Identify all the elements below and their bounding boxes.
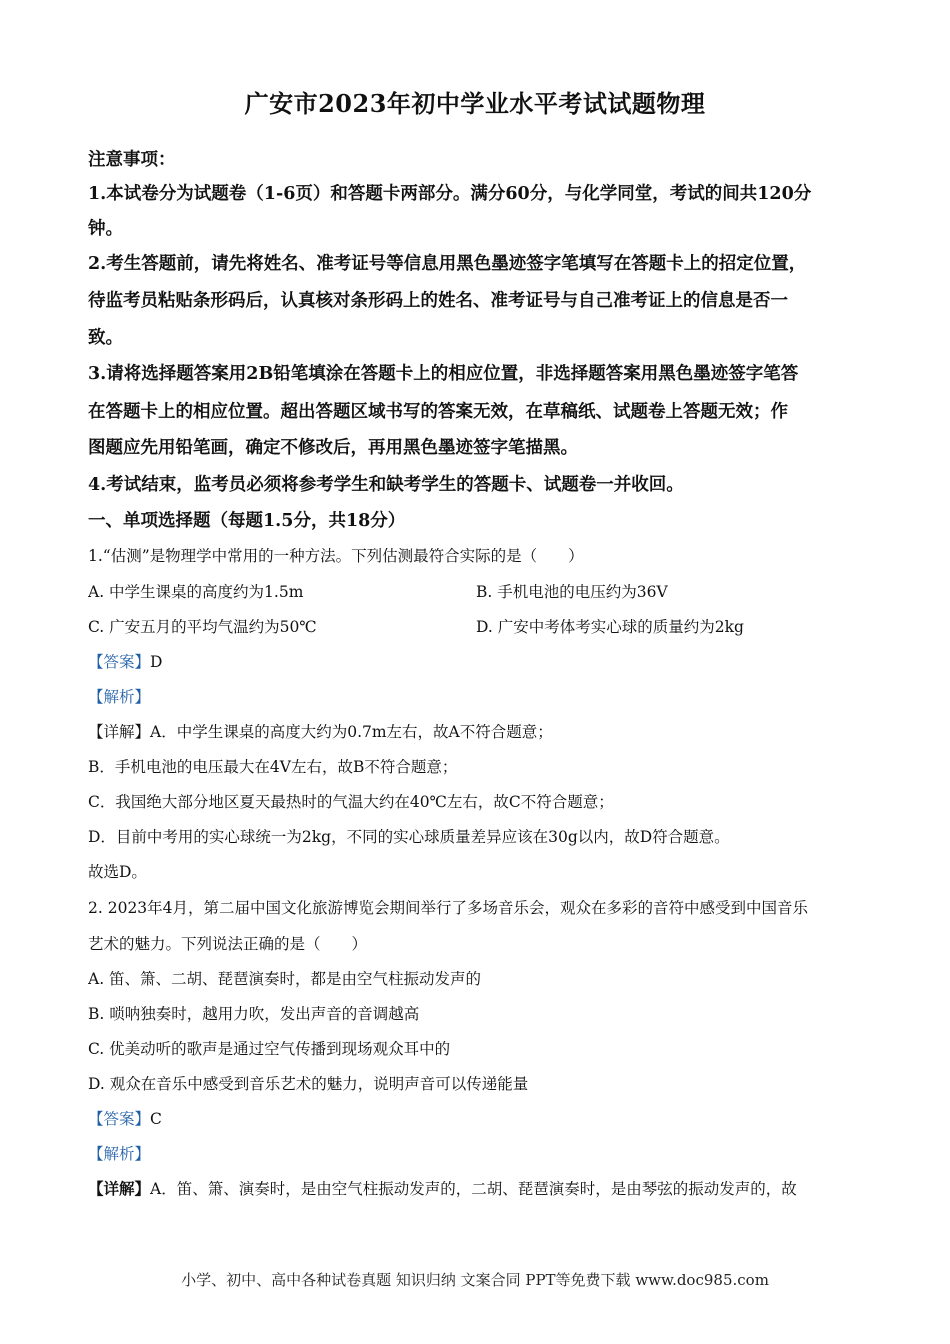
detail-tag: 【详解】 [88,1179,151,1198]
notes-line: 图题应先用铅笔画，确定不修改后，再用黑色墨迹签字笔描黑。 [88,438,578,458]
detail-text: A．中学生课桌的高度大约为0.7m左右，故A不符合题意； [150,723,553,741]
answer-line [88,1107,868,1129]
option-d: D. 广安中考体考实心球的质量约为2kg [476,618,744,636]
option-a: A. 笛、箫、二胡、琵琶演奏时，都是由空气柱振动发声的 [88,970,482,988]
option-b: B. 唢呐独奏时，越用力吹，发出声音的音调越高 [88,1005,420,1023]
page-title: 广安市2023年初中学业水平考试试题物理 [244,89,706,118]
notes-line: 钟。 [88,219,123,239]
detail-tag: 【详解】 [88,723,151,741]
analysis-line [88,685,868,707]
detail-line [88,720,868,742]
detail-line: D．目前中考用的实心球统一为2kg，不同的实心球质量差异应该在30g以内，故D符合题意。 [88,828,730,846]
option-a: A. 中学生课桌的高度约为1.5m [88,583,304,601]
question-stem: 艺术的魅力。下列说法正确的是（ ） [88,935,368,953]
answer-tag: 【答案】 [88,653,151,671]
answer-value: C [150,1110,162,1128]
option-d: D. 观众在音乐中感受到音乐艺术的魅力，说明声音可以传递能量 [88,1075,529,1093]
analysis-line [88,1142,868,1164]
detail-line: B．手机电池的电压最大在4V左右，故B不符合题意； [88,758,458,776]
notes-line: 致。 [88,328,123,348]
notes-line: 4.考试结束，监考员必须将参考学生和缺考学生的答题卡、试题卷一并收回。 [88,475,684,495]
answer-tag: 【答案】 [88,1110,151,1128]
question-stem: 2. 2023年4月，第二届中国文化旅游博览会期间举行了多场音乐会，观众在多彩的音符中感受到中国音乐 [88,899,809,917]
notes-heading: 注意事项： [88,150,176,170]
notes-line: 2.考生答题前，请先将姓名、准考证号等信息用黑色墨迹签字笔填写在答题卡上的招定位置， [88,254,807,274]
page-footer: 小学、初中、高中各种试卷真题 知识归纳 文案合同 PPT等免费下载 www.doc985.com [181,1271,769,1289]
detail-line: 故选D。 [88,863,147,881]
notes-line: 1.本试卷分为试题卷（1-6页）和答题卡两部分。满分60分，与化学同堂，考试的间共120分 [88,184,812,204]
option-c: C. 优美动听的歌声是通过空气传播到现场观众耳中的 [88,1040,451,1058]
option-b: B. 手机电池的电压约为36V [476,583,668,601]
question-stem: 1.“估测”是物理学中常用的一种方法。下列估测最符合实际的是（ ） [88,547,584,565]
notes-line: 在答题卡上的相应位置。超出答题区域书写的答案无效，在草稿纸、试题卷上答题无效；作 [88,402,788,422]
analysis-tag: 【解析】 [88,688,151,706]
section-heading: 一、单项选择题（每题1.5分，共18分） [88,511,406,531]
detail-text: A．笛、箫、演奏时，是由空气柱振动发声的，二胡、琵琶演奏时，是由琴弦的振动发声的，故 [150,1180,797,1198]
answer-line [88,650,868,672]
detail-line [88,1177,868,1199]
option-c: C. 广安五月的平均气温约为50℃ [88,618,317,636]
answer-value: D [150,653,163,671]
notes-line: 3.请将选择题答案用2B铅笔填涂在答题卡上的相应位置，非选择题答案用黑色墨迹签字笔答 [88,364,799,384]
notes-line: 待监考员粘贴条形码后，认真核对条形码上的姓名、准考证号与自己准考证上的信息是否一 [88,291,788,311]
analysis-tag: 【解析】 [88,1145,151,1163]
detail-line: C．我国绝大部分地区夏天最热时的气温大约在40℃左右，故C不符合题意； [88,793,614,811]
